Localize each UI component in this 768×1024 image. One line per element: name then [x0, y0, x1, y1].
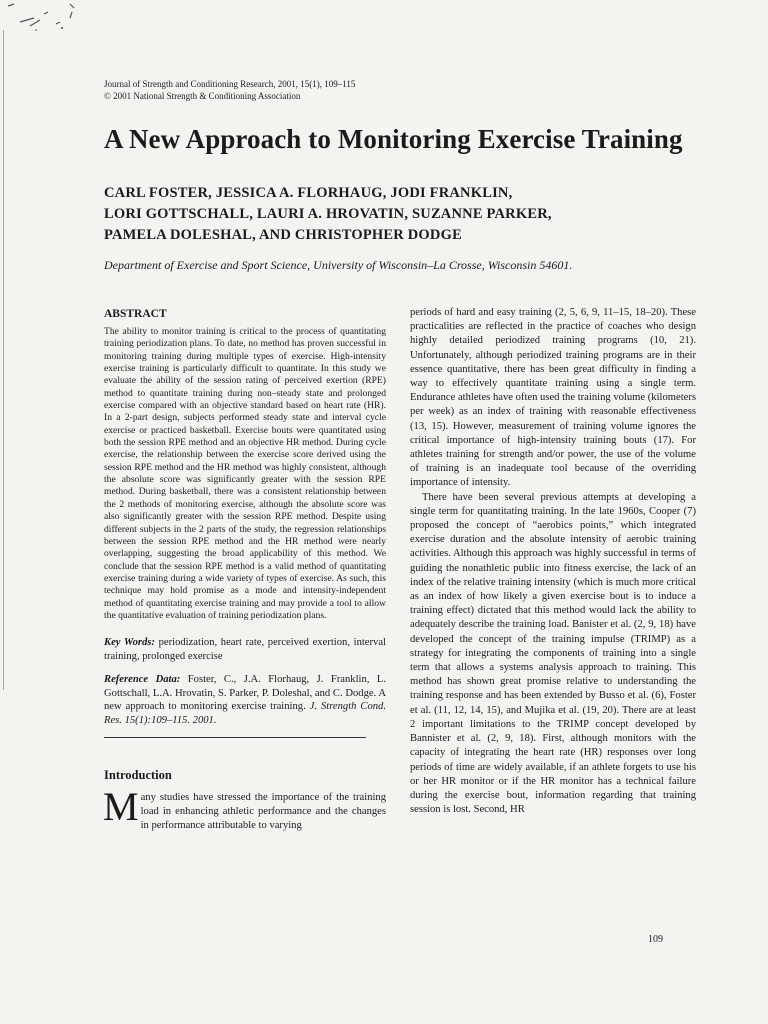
author-line-3: PAMELA DOLESHAL, AND CHRISTOPHER DODGE [104, 227, 462, 243]
scan-edge-line [3, 30, 4, 690]
keywords-label: Key Words: [104, 637, 155, 649]
introduction-text: any studies have stressed the importance of the training load in enhancing athletic performance and the changes in performance attributable to varying [140, 792, 386, 832]
author-list [104, 183, 552, 246]
reference-data [104, 673, 386, 727]
journal-citation: Journal of Strength and Conditioning Research, 2001, 15(1), 109–115 [104, 79, 356, 89]
abstract-body: The ability to monitor training is critical to the process of quantitating training periodization plans. To date, no method has proven successful in monitoring training during multiple types of exercise. High-intensity exercise training is particularly difficult to quantitate. In this study we evaluate the ability of the session rating of perceived exertion (RPE) method to quantitate training during non–steady state and prolonged exercise compared with an objective standard based on heart rate (HR). In a 2-part design, subjects performed steady state and interval cycle exercise or practiced basketball. Exercise bouts were quantitated using both the session RPE method and an objective HR method. During cycle exercise, the relationship between the exercise score derived using the session RPE method and the HR method was highly consistent, although the absolute score was significantly greater with the session RPE method. During basketball, there was a consistent relationship between the 2 methods of monitoring exercise, although the absolute score was also significantly greater with the session RPE method. Despite using different subjects in the 2 parts of the study, the regression relationships between the session RPE method and the HR method were nearly overlapping, suggesting the broad applicability of this method. We conclude that the session RPE method is a valid method of quantitating exercise training during a wide variety of types of exercise. As such, this technique may hold promise as a mode and intensity-independent method of quantitating exercise training and may provide a tool to allow the quantitative evaluation of training periodization plans. [104, 326, 386, 621]
affiliation: Department of Exercise and Sport Science, University of Wisconsin–La Crosse, Wisconsin 54601. [104, 258, 573, 272]
abstract-heading: ABSTRACT [104, 308, 167, 320]
right-column [410, 306, 696, 817]
keywords-text: periodization, heart rate, perceived exertion, interval training, prolonged exercise [104, 637, 386, 662]
reference-label: Reference Data: [104, 674, 181, 686]
author-line-1: CARL FOSTER, JESSICA A. FLORHAUG, JODI FRANKLIN, [104, 185, 513, 201]
keywords [104, 636, 386, 663]
scan-artifact [0, 0, 90, 40]
journal-copyright: © 2001 National Strength & Conditioning Association [104, 91, 301, 101]
paper-title: A New Approach to Monitoring Exercise Training [104, 124, 683, 154]
reference-citation: J. Strength Cond. Res. 15(1):109–115. 2001. [104, 701, 386, 726]
introduction-body [103, 784, 386, 833]
introduction-heading: Introduction [104, 768, 172, 783]
body-paragraph-1: periods of hard and easy training (2, 5, 6, 9, 11–15, 18–20). These practicalities are reflected in the practice of coaches who design highly detailed periodized training programs (10, 21). Unfortunately, although periodized training programs are in their essence quantitative, there has been great difficulty in finding a way to effectively quantitate training using a single term. Endurance athletes have often used the training volume (kilometers per week) as an index of training with reasonable effectiveness (13, 15). However, measurement of training volume ignores the critical importance of high-intensity training bouts (17). For athletes training for strength and/or power, the use of the volume of training is an inadequate tool because of the overriding importance of intensity. [410, 307, 696, 489]
left-column [104, 308, 386, 833]
journal-header [104, 78, 355, 102]
body-paragraph-2: There have been several previous attempts at developing a single term for quantitating training. In the late 1960s, Cooper (7) proposed the concept of “aerobics points,” which integrated exercise duration and the absolute intensity of aerobic training activities. Although this approach was highly successful in terms of guiding the nonathletic public into fitness exercise, the lack of an index of the relative training intensity (which is much more critical as an index of how likely a given exercise bout is to induce a training effect) dictated that this method would lack the ability to adequately describe the training load. Banister et al. (2, 9, 18) have developed the concept of the training impulse (TRIMP) as a strategy for integrating the components of training into a single term that allows a systems analysis approach to training. This method has shown great promise relative to understanding the training response and has been extended by Busso et al. (6), Foster et al. (11, 12, 14, 15), and Mujika et al. (19, 20). There are at least 2 important limitations to the TRIMP concept developed by Bannister et al. (2, 9, 18). First, although monitors with the capacity of integrating the heart rate (HR) responses over long periods of time are widely available, if an athlete forgets to use his or her HR monitor or if the HR monitor has a technical failure during the exercise bout, information regarding that training session is lost. Second, HR [410, 491, 696, 816]
drop-cap: M [103, 784, 139, 830]
reference-text: Foster, C., J.A. Florhaug, J. Franklin, L. Gottschall, L.A. Hrovatin, S. Parker, P. Doleshal, and C. Dodge. A new approach to monitoring exercise training. [104, 674, 386, 713]
author-line-2: LORI GOTTSCHALL, LAURI A. HROVATIN, SUZANNE PARKER, [104, 206, 552, 222]
section-divider [104, 737, 366, 738]
page-number: 109 [648, 934, 663, 945]
